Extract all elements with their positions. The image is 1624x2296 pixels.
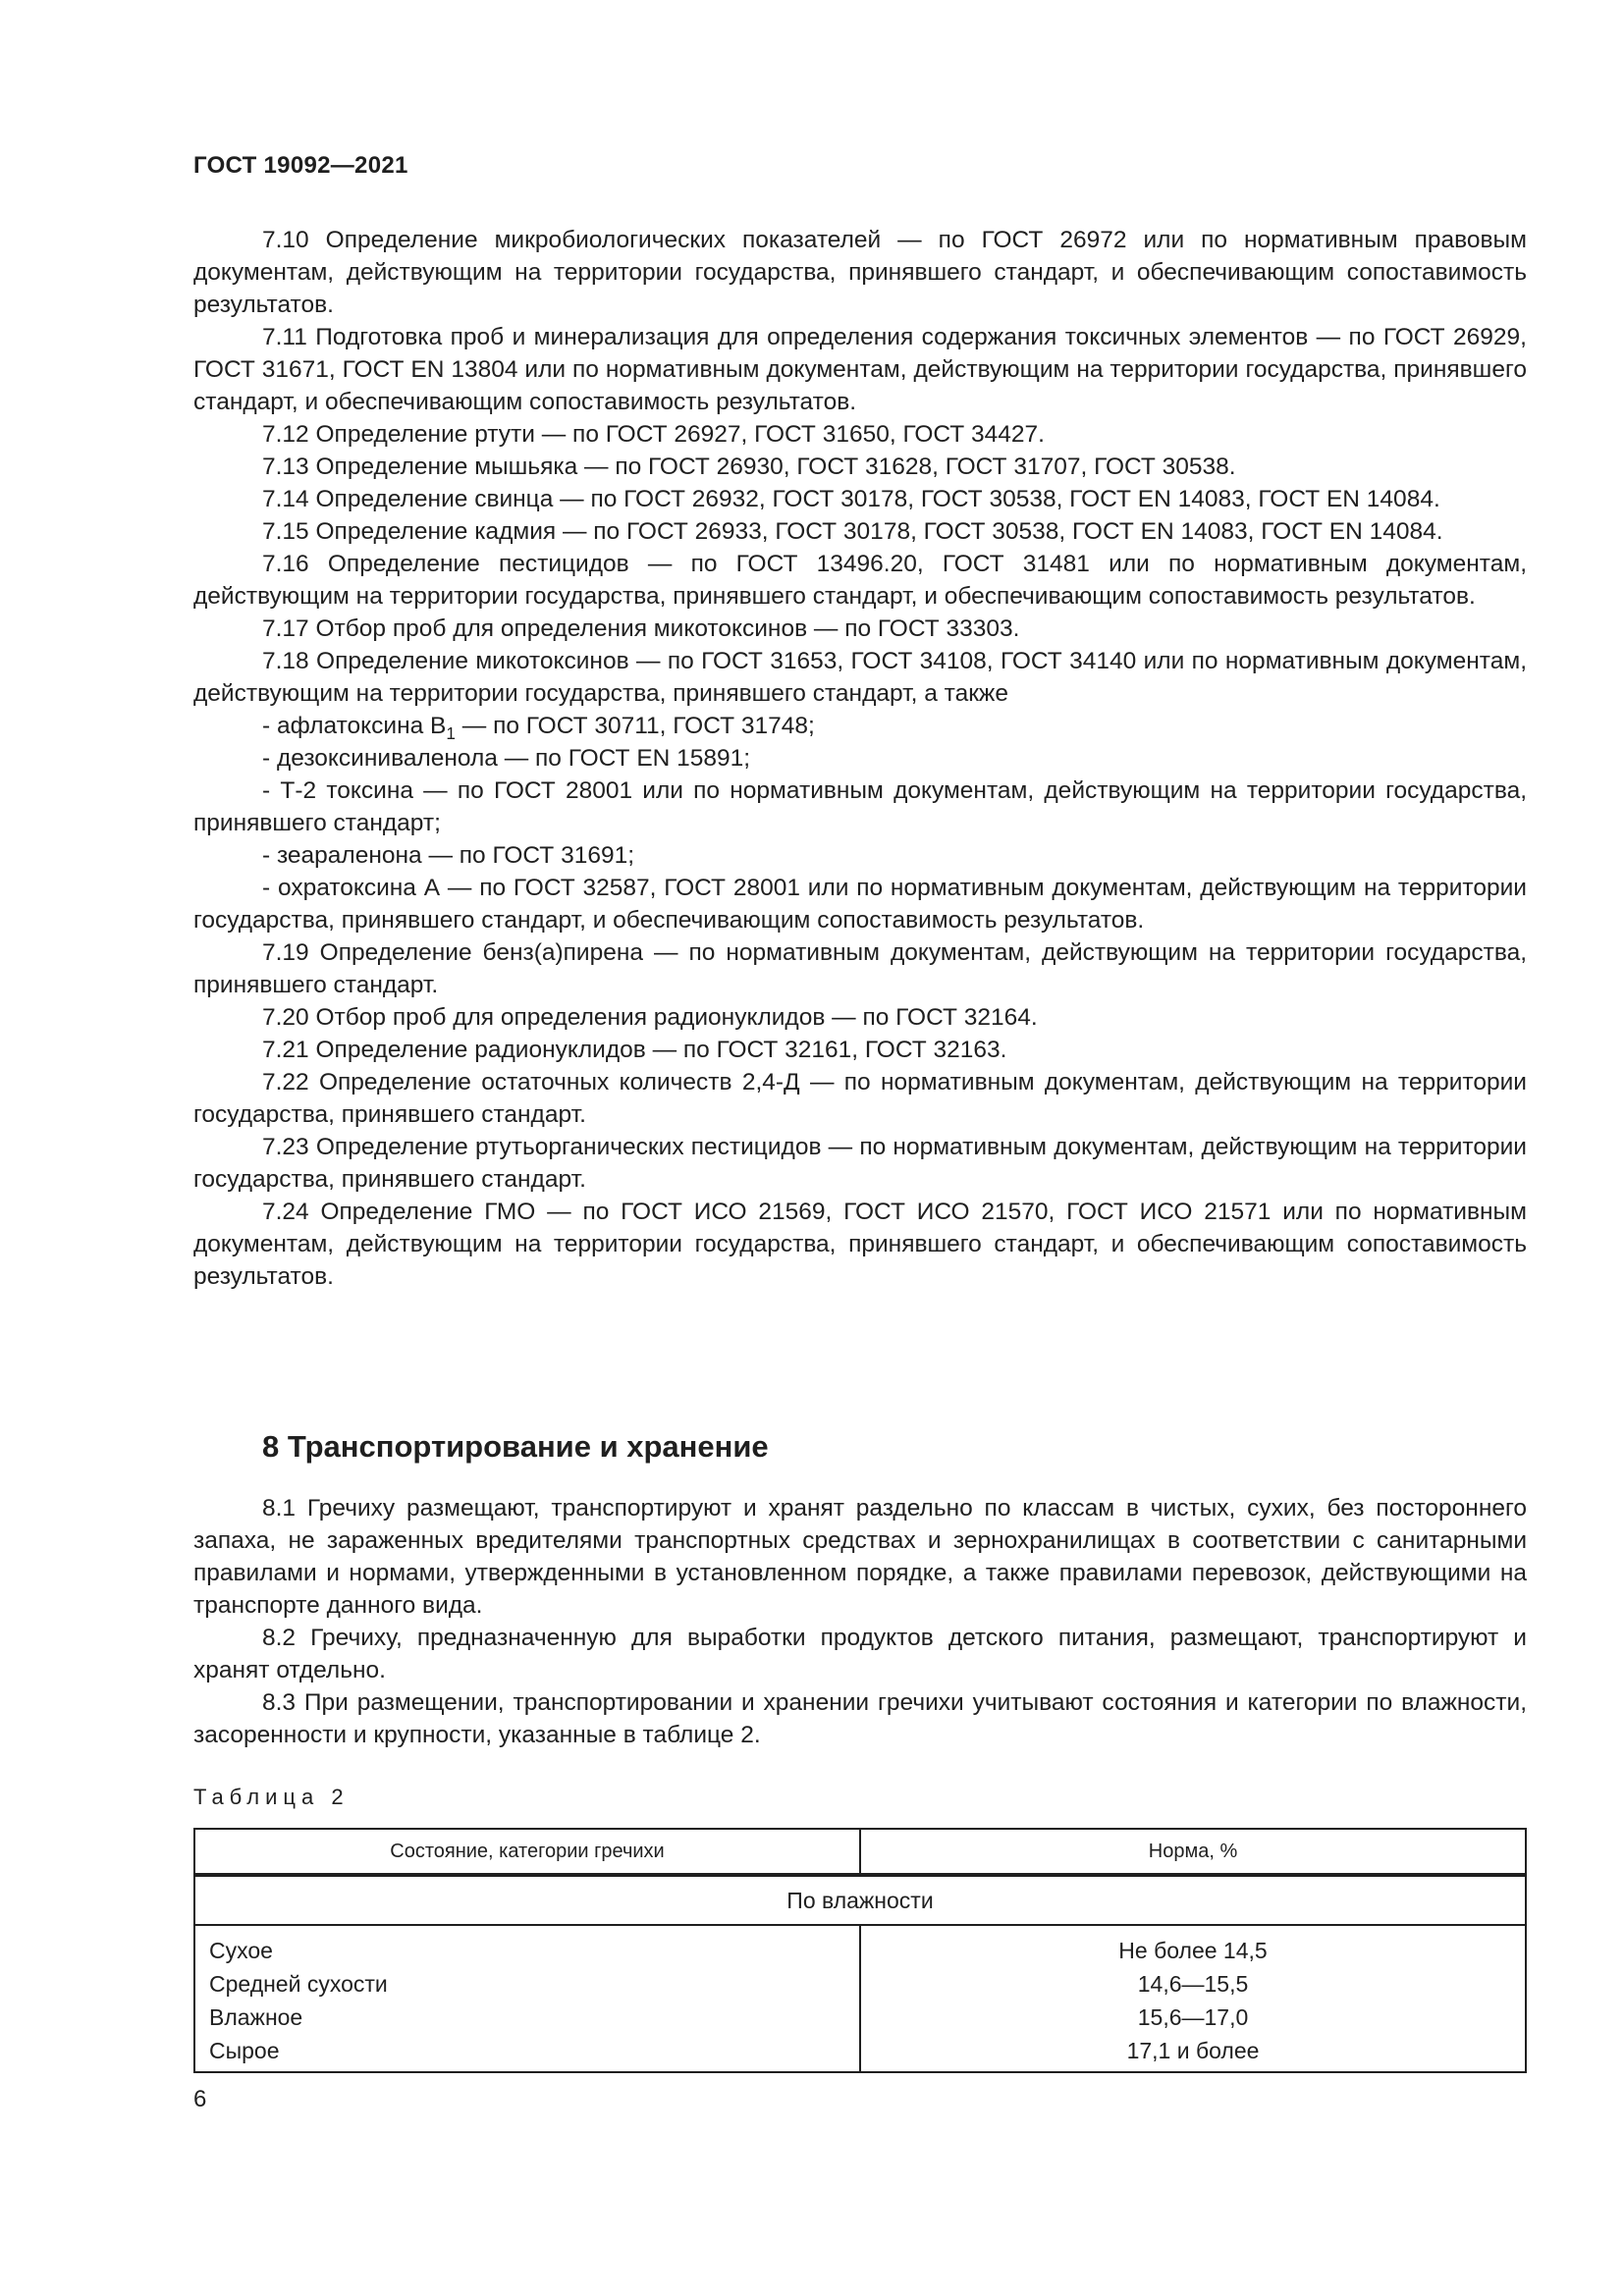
paragraph-7-14: 7.14 Определение свинца — по ГОСТ 26932, ГОСТ 30178, ГОСТ 30538, ГОСТ EN 14083, ГОСТ EN 14084. bbox=[262, 486, 1440, 512]
paragraph-7-19: 7.19 Определение бенз(а)пирена — по нормативным документам, действующим на территории государства, принявшего стандарт. bbox=[193, 939, 1527, 998]
norm-cell: 17,1 и более bbox=[860, 2034, 1526, 2072]
paragraph-7-22: 7.22 Определение остаточных количеств 2,4-Д — по нормативным документам, действующим на территории государства, принявшего стандарт. bbox=[193, 1069, 1527, 1128]
column-header-state: Состояние, категории гречихи bbox=[194, 1829, 860, 1875]
section-7-text bbox=[193, 224, 1527, 1293]
paragraph-7-16: 7.16 Определение пестицидов — по ГОСТ 13496.20, ГОСТ 31481 или по нормативным документам, действующим на территории государства, принявшего стандарт, и обеспечивающим сопоставимость результатов. bbox=[193, 551, 1527, 610]
paragraph-7-12: 7.12 Определение ртути — по ГОСТ 26927, ГОСТ 31650, ГОСТ 34427. bbox=[262, 421, 1045, 448]
paragraph-8-2: 8.2 Гречиху, предназначенную для выработки продуктов детского питания, размещают, транспортируют и хранят отдельно. bbox=[193, 1625, 1527, 1683]
document-code-header: ГОСТ 19092—2021 bbox=[193, 152, 408, 179]
column-header-norm: Норма, % bbox=[860, 1829, 1526, 1875]
paragraph-7-15: 7.15 Определение кадмия — по ГОСТ 26933, ГОСТ 30178, ГОСТ 30538, ГОСТ EN 14083, ГОСТ EN 14084. bbox=[262, 518, 1443, 545]
paragraph-7-23: 7.23 Определение ртутьорганических пестицидов — по нормативным документам, действующим на территории государства, принявшего стандарт. bbox=[193, 1134, 1527, 1193]
state-cell: Средней сухости bbox=[194, 1967, 860, 2001]
section-8-text bbox=[193, 1492, 1527, 1751]
table-row bbox=[194, 1925, 1526, 1967]
paragraph-7-18: 7.18 Определение микотоксинов — по ГОСТ 31653, ГОСТ 34108, ГОСТ 34140 или по нормативным документам, действующим на территории государства, принявшего стандарт, а также bbox=[193, 648, 1527, 707]
page-number: 6 bbox=[193, 2086, 207, 2112]
list-item-t2-toxin: - Т-2 токсина — по ГОСТ 28001 или по нормативным документам, действующим на территории государства, принявшего стандарт; bbox=[193, 777, 1527, 836]
paragraph-7-13: 7.13 Определение мышьяка — по ГОСТ 26930, ГОСТ 31628, ГОСТ 31707, ГОСТ 30538. bbox=[262, 454, 1236, 480]
state-cell: Сухое bbox=[194, 1925, 860, 1967]
table-caption: Таблица 2 bbox=[193, 1785, 350, 1809]
aflatoxin-prefix: - афлатоксина В bbox=[262, 713, 447, 739]
paragraph-7-10: 7.10 Определение микробиологических показателей — по ГОСТ 26972 или по нормативным правовым документам, действующим на территории государства, принявшего стандарт, и обеспечивающим сопоставимость результатов. bbox=[193, 227, 1527, 318]
paragraph-7-20: 7.20 Отбор проб для определения радионуклидов — по ГОСТ 32164. bbox=[262, 1004, 1038, 1031]
norm-cell: Не более 14,5 bbox=[860, 1925, 1526, 1967]
table-row bbox=[194, 2034, 1526, 2072]
table-row bbox=[194, 2001, 1526, 2034]
list-item-aflatoxin bbox=[193, 710, 1527, 742]
state-cell: Влажное bbox=[194, 2001, 860, 2034]
table-header-row bbox=[194, 1829, 1526, 1875]
list-item-ochratoxin: - охратоксина А — по ГОСТ 32587, ГОСТ 28001 или по нормативным документам, действующим на территории государства, принявшего стандарт, и обеспечивающим сопоставимость результатов. bbox=[193, 875, 1527, 934]
paragraph-7-17: 7.17 Отбор проб для определения микотоксинов — по ГОСТ 33303. bbox=[262, 615, 1020, 642]
list-item-deoxynivalenol: - дезоксиниваленола — по ГОСТ EN 15891; bbox=[262, 745, 751, 772]
table-2 bbox=[193, 1828, 1527, 2073]
paragraph-8-3: 8.3 При размещении, транспортировании и хранении гречихи учитывают состояния и категории по влажности, засоренности и крупности, указанные в таблице 2. bbox=[193, 1689, 1527, 1748]
section-8-heading: 8 Транспортирование и хранение bbox=[262, 1429, 769, 1464]
list-item-zearalenone: - зеараленона — по ГОСТ 31691; bbox=[262, 842, 635, 869]
table-row bbox=[194, 1967, 1526, 2001]
paragraph-7-11: 7.11 Подготовка проб и минерализация для определения содержания токсичных элементов — по ГОСТ 26929, ГОСТ 31671, ГОСТ EN 13804 или по нормативным документам, действующим на территории государства, принявшего стандарт, и обеспечивающим сопоставимость результатов. bbox=[193, 324, 1527, 415]
norm-cell: 14,6—15,5 bbox=[860, 1967, 1526, 2001]
state-cell: Сырое bbox=[194, 2034, 860, 2072]
moisture-table bbox=[193, 1828, 1527, 2073]
paragraph-7-21: 7.21 Определение радионуклидов — по ГОСТ 32161, ГОСТ 32163. bbox=[262, 1037, 1007, 1063]
norm-cell: 15,6—17,0 bbox=[860, 2001, 1526, 2034]
paragraph-8-1: 8.1 Гречиху размещают, транспортируют и хранят раздельно по классам в чистых, сухих, без постороннего запаха, не зараженных вредителями транспортных средствах и зернохранилищах в соответствии с санитарными правилами и нормами, утвержденными в установленном порядке, а также правилами перевозок, действующими на транспорте данного вида. bbox=[193, 1495, 1527, 1619]
aflatoxin-suffix: — по ГОСТ 30711, ГОСТ 31748; bbox=[455, 713, 815, 739]
group-label: По влажности bbox=[194, 1875, 1526, 1925]
paragraph-7-24: 7.24 Определение ГМО — по ГОСТ ИСО 21569, ГОСТ ИСО 21570, ГОСТ ИСО 21571 или по нормативным документам, действующим на территории государства, принявшего стандарт, и обеспечивающим сопоставимость результатов. bbox=[193, 1199, 1527, 1290]
aflatoxin-subscript: 1 bbox=[446, 723, 456, 743]
table-group-row bbox=[194, 1875, 1526, 1925]
